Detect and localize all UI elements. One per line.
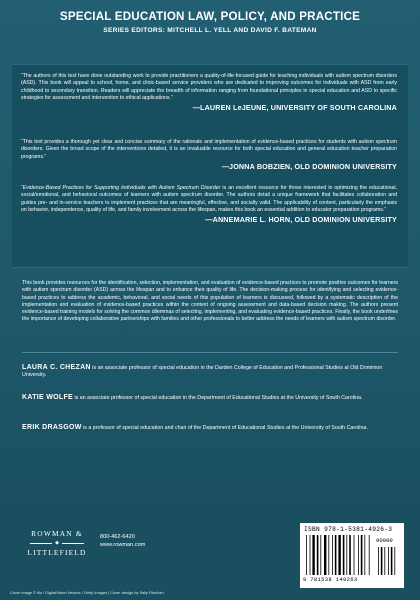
review-attribution: —ANNEMARIE L. HORN, OLD DOMINION UNIVERSITY <box>205 215 397 225</box>
author-name: ERIK DRASGOW <box>22 424 82 431</box>
cover-credits: Cover image © filo / DigitalVision Vectors / Getty Images | Cover design by Sally Rinehart <box>10 590 164 595</box>
book-description: This book provides resources for the identification, selection, implementation, and evaluation of evidence-based practices to promote positive outcomes for learners with autism spectrum disorder (ASD) across the lifespan and to enhance their quality of life. The decision-making process for identifying and selecting evidence-based practices to address the academic, behavioral, and social needs of this population of learners is discussed, followed by a systematic description of the implementation and evaluation of evidence-based practices within the context of ongoing assessment and data-based decision making. The authors present evidence-based training models for solving the common dilemmas of selecting, implementing, and evaluating evidence-based practices. Finally, the book underlines the importance of developing collaborative partnerships with families and other professionals to better address the needs of learners with autism spectrum disorder. <box>22 280 398 323</box>
publisher-name-line1: ROWMAN & <box>31 529 83 538</box>
barcode-digits: 9 781538 149263 <box>303 577 358 583</box>
barcode-icon <box>304 535 400 577</box>
section-divider <box>22 352 398 353</box>
review-attribution: —JONNA BOBZIEN, OLD DOMINION UNIVERSITY <box>221 161 397 171</box>
review-horn <box>21 185 397 224</box>
logo-rule-right <box>62 543 84 544</box>
book-title-italic: “Evidence-Based Practices for Supporting Individuals with Autism Spectrum Disorder <box>21 185 221 191</box>
publisher-phone: 800-462-6420 <box>100 534 135 540</box>
isbn-barcode <box>300 523 404 588</box>
author-bio: is an associate professor of special education in the Department of Educational Studies at the University of South Carolina. <box>73 395 363 401</box>
author-bio-wolfe <box>22 394 398 402</box>
series-editors: SERIES EDITORS: MITCHELL L. YELL AND DAVID F. BATEMAN <box>103 27 317 34</box>
author-bio: is a professor of special education and chair of the Department of Educational Studies at the University of South Carolina. <box>81 425 368 431</box>
author-name: KATIE WOLFE <box>22 394 73 401</box>
review-lejeune <box>21 73 397 112</box>
logo-ornament-row <box>20 540 94 546</box>
publisher-name-line2: LITTLEFIELD <box>27 548 87 557</box>
ornament-icon: ◆ <box>55 540 59 546</box>
author-bio: is an associate professor of special education in the Darden College of Education and Professional Studies at Old Dominion University. <box>22 365 383 379</box>
review-attribution: —LAUREN LeJEUNE, UNIVERSITY OF SOUTH CAROLINA <box>192 103 397 113</box>
publisher-contact <box>100 533 145 549</box>
review-text: “The authors of this text have done outstanding work to provide practitioners a quality-of-life-focused guide for teaching individuals with autism spectrum disorders (ASD). This book will appeal to school, home, and clinic-based service providers who are dedicated to improving outcomes for individuals with ASD from early childhood to secondary transition. Readers will appreciate the breadth of information ranging from foundational principles in special education and ASD to specific strategies for assessment and intervention to ethical applications.” <box>21 73 397 101</box>
author-bio-chezan <box>22 364 398 380</box>
series-title: SPECIAL EDUCATION LAW, POLICY, AND PRACTICE <box>59 10 361 23</box>
price-code: 90000 <box>376 537 393 544</box>
series-header <box>0 0 420 56</box>
logo-rule-left <box>30 543 52 544</box>
reviews-panel <box>12 64 408 268</box>
review-text-body: is an excellent resource for those interested in optimizing the educational, social/emotional, and behavioral outcomes of learners with autism spectrum disorder. The authors detail a unique framework that facilitates collaboration and guides pre- and in-service teachers to implement practices that are meaningful, effective, and socially valid. The applicability of content, particularly the emphasis on behavior, independence, quality of life, and family involvement across the lifespan, makes this book an essential addition to educator preparation programs.” <box>21 185 397 213</box>
author-name: LAURA C. CHEZAN <box>22 364 91 371</box>
review-bobzien <box>21 139 397 171</box>
publisher-website: www.rowman.com <box>100 542 146 548</box>
review-text: “This text provides a thorough yet clear and concise summary of the rationale and implementation of evidence-based practices for students with autism spectrum disorders. Given the broad scope of the interventions detailed, it is an invaluable resource for both special education and general education teacher preparation programs.” <box>21 139 397 160</box>
publisher-logo <box>20 529 94 557</box>
review-text <box>21 185 397 214</box>
isbn-number: ISBN 978-1-5381-4926-3 <box>304 526 393 533</box>
author-bio-drasgow <box>22 424 398 432</box>
